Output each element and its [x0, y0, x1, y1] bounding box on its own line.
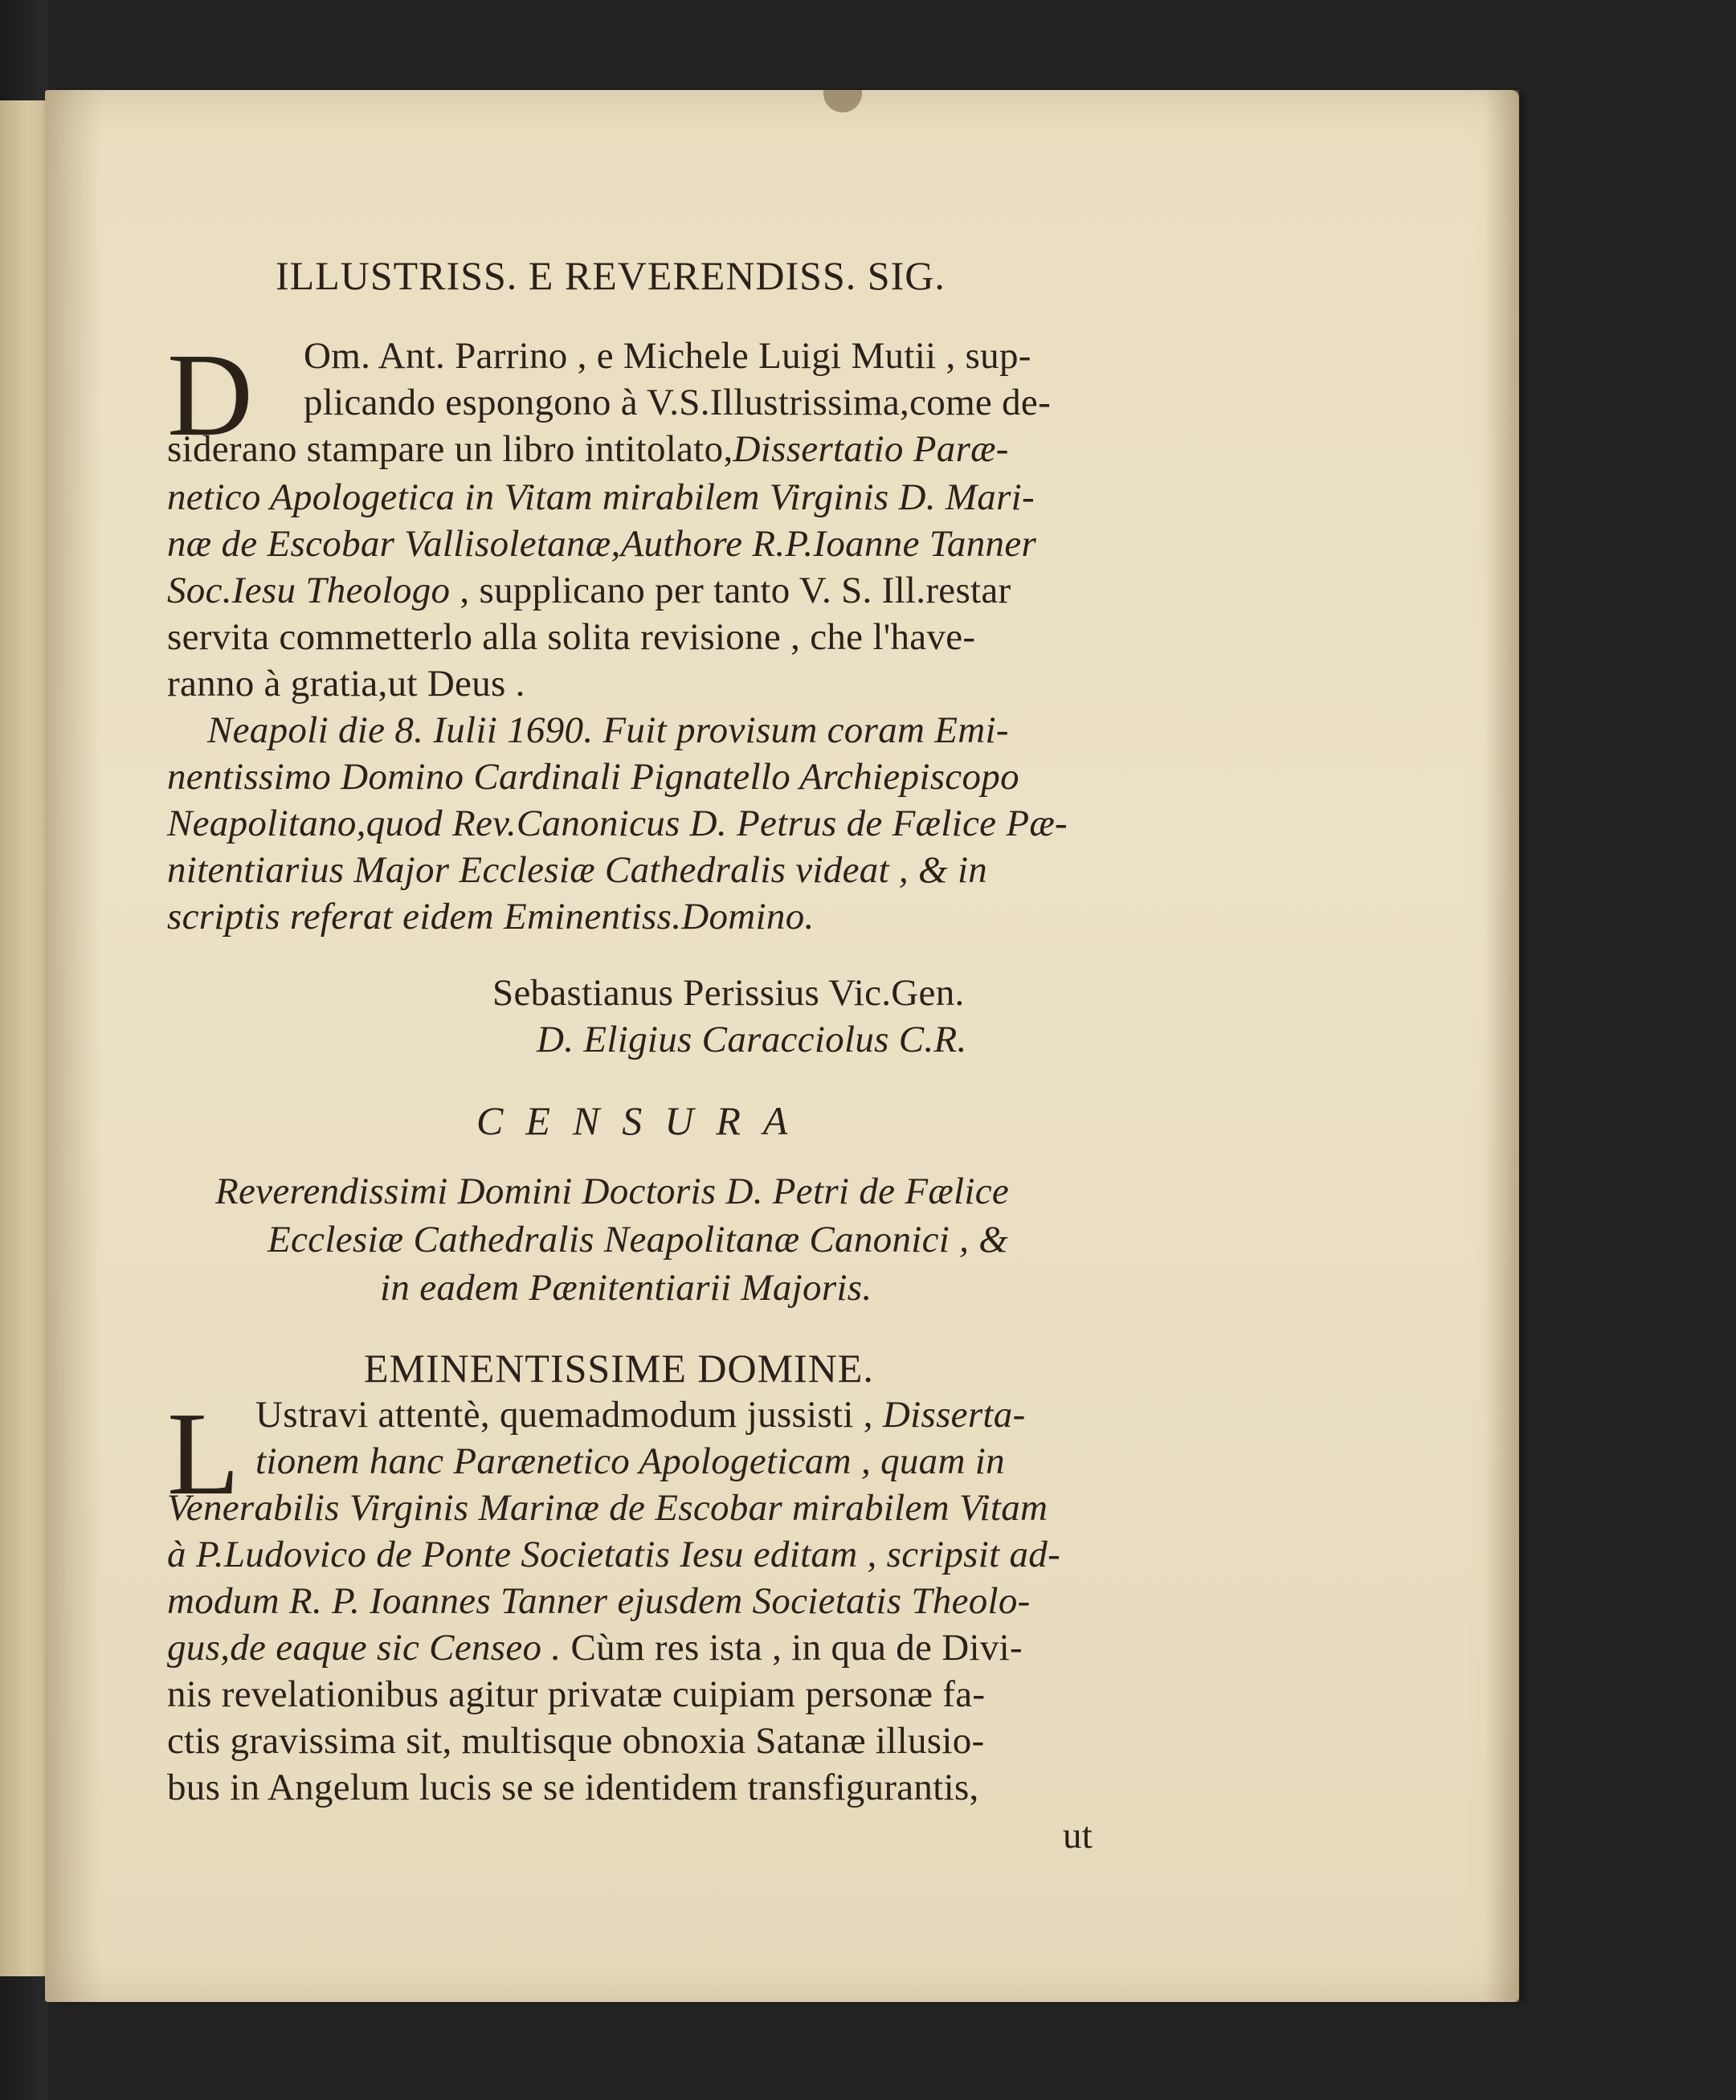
- petition-line-3: [167, 428, 1009, 470]
- censure-line-2: tionem hanc Parænetico Apologeticam , quam in: [255, 1440, 1005, 1482]
- censure-line-7: nis revelationibus agitur privatæ cuipiam personæ fa-: [167, 1673, 986, 1715]
- previous-page-edge: [0, 100, 48, 1976]
- censure-line-6-roman: Cùm res ista , in qua de Divi-: [561, 1627, 1023, 1669]
- signature-vicar-general: Sebastianus Perissius Vic.Gen.: [492, 972, 965, 1014]
- censure-line-9: bus in Angelum lucis se se identidem transfigurantis,: [167, 1767, 979, 1808]
- censure-line-4: à P.Ludovico de Ponte Societatis Iesu editam , scripsit ad-: [167, 1534, 1061, 1575]
- censure-line-6: [167, 1629, 1023, 1667]
- address-heading: EMINENTISSIME DOMINE.: [364, 1346, 874, 1391]
- petition-line-2: plicando espongono à V.S.Illustrissima,come de-: [304, 382, 1052, 423]
- decree-line-4: nitentiarius Major Ecclesiæ Cathedralis videat , & in: [167, 849, 988, 891]
- petition-line-6-italic: Soc.Iesu Theologo: [167, 570, 451, 611]
- dropcap-d: D: [167, 329, 253, 461]
- petition-line-4: netico Apologetica in Vitam mirabilem Virginis D. Mari-: [167, 476, 1035, 518]
- petition-line-6: [167, 572, 1011, 610]
- censure-line-5: modum R. P. Ioannes Tanner ejusdem Societatis Theolo-: [167, 1580, 1031, 1622]
- censura-subtitle-2: Ecclesiæ Cathedralis Neapolitanæ Canonici , &: [268, 1219, 1009, 1260]
- petition-line-5: næ de Escobar Vallisoletanæ,Authore R.P.Ioanne Tanner: [167, 523, 1037, 565]
- petition-line-6-roman: , supplicano per tanto V. S. Ill.restar: [450, 570, 1011, 611]
- petition-line-1: Om. Ant. Parrino , e Michele Luigi Mutii , sup-: [304, 335, 1031, 377]
- decree-line-1: Neapoli die 8. Iulii 1690. Fuit provisum coram Emi-: [207, 709, 1009, 751]
- petition-line-3-roman: siderano stampare un libro intitolato,: [167, 428, 733, 470]
- censure-line-1-italic: Disserta-: [882, 1394, 1026, 1436]
- censure-line-8: ctis gravissima sit, multisque obnoxia Satanæ illusio-: [167, 1720, 985, 1762]
- censura-subtitle-1: Reverendissimi Domini Doctoris D. Petri de Fælice: [215, 1171, 1010, 1212]
- decree-line-5: scriptis referat eidem Eminentiss.Domino.: [167, 896, 815, 938]
- decree-line-2: nentissimo Domino Cardinali Pignatello Archiepiscopo: [167, 756, 1019, 798]
- censure-line-1-roman: Ustravi attentè, quemadmodum jussisti ,: [255, 1394, 883, 1436]
- page-right-edge: [1485, 90, 1519, 2002]
- petition-line-7: servita commetterlo alla solita revisione , che l'have-: [167, 616, 976, 658]
- petition-line-8: ranno à gratia,ut Deus .: [167, 663, 525, 705]
- page-heading: ILLUSTRISS. E REVERENDISS. SIG.: [276, 253, 946, 298]
- page-gutter-shadow: [45, 90, 101, 2002]
- petition-line-3-italic: Dissertatio Paræ-: [733, 428, 1009, 470]
- decree-line-3: Neapolitano,quod Rev.Canonicus D. Petrus de Fælice Pæ-: [167, 803, 1068, 844]
- censura-subtitle-3: in eadem Pænitentiarii Majoris.: [380, 1267, 872, 1309]
- catchword: ut: [1063, 1815, 1093, 1857]
- censure-line-1: [255, 1396, 1026, 1434]
- dropcap-l: L: [167, 1388, 240, 1520]
- censure-line-3: Venerabilis Virginis Marinæ de Escobar mirabilem Vitam: [167, 1487, 1048, 1529]
- signature-caracciolus: D. Eligius Caracciolus C.R.: [537, 1019, 967, 1060]
- censura-title: CENSURA: [476, 1098, 811, 1143]
- censure-line-6-italic: gus,de eaque sic Censeo .: [167, 1627, 562, 1669]
